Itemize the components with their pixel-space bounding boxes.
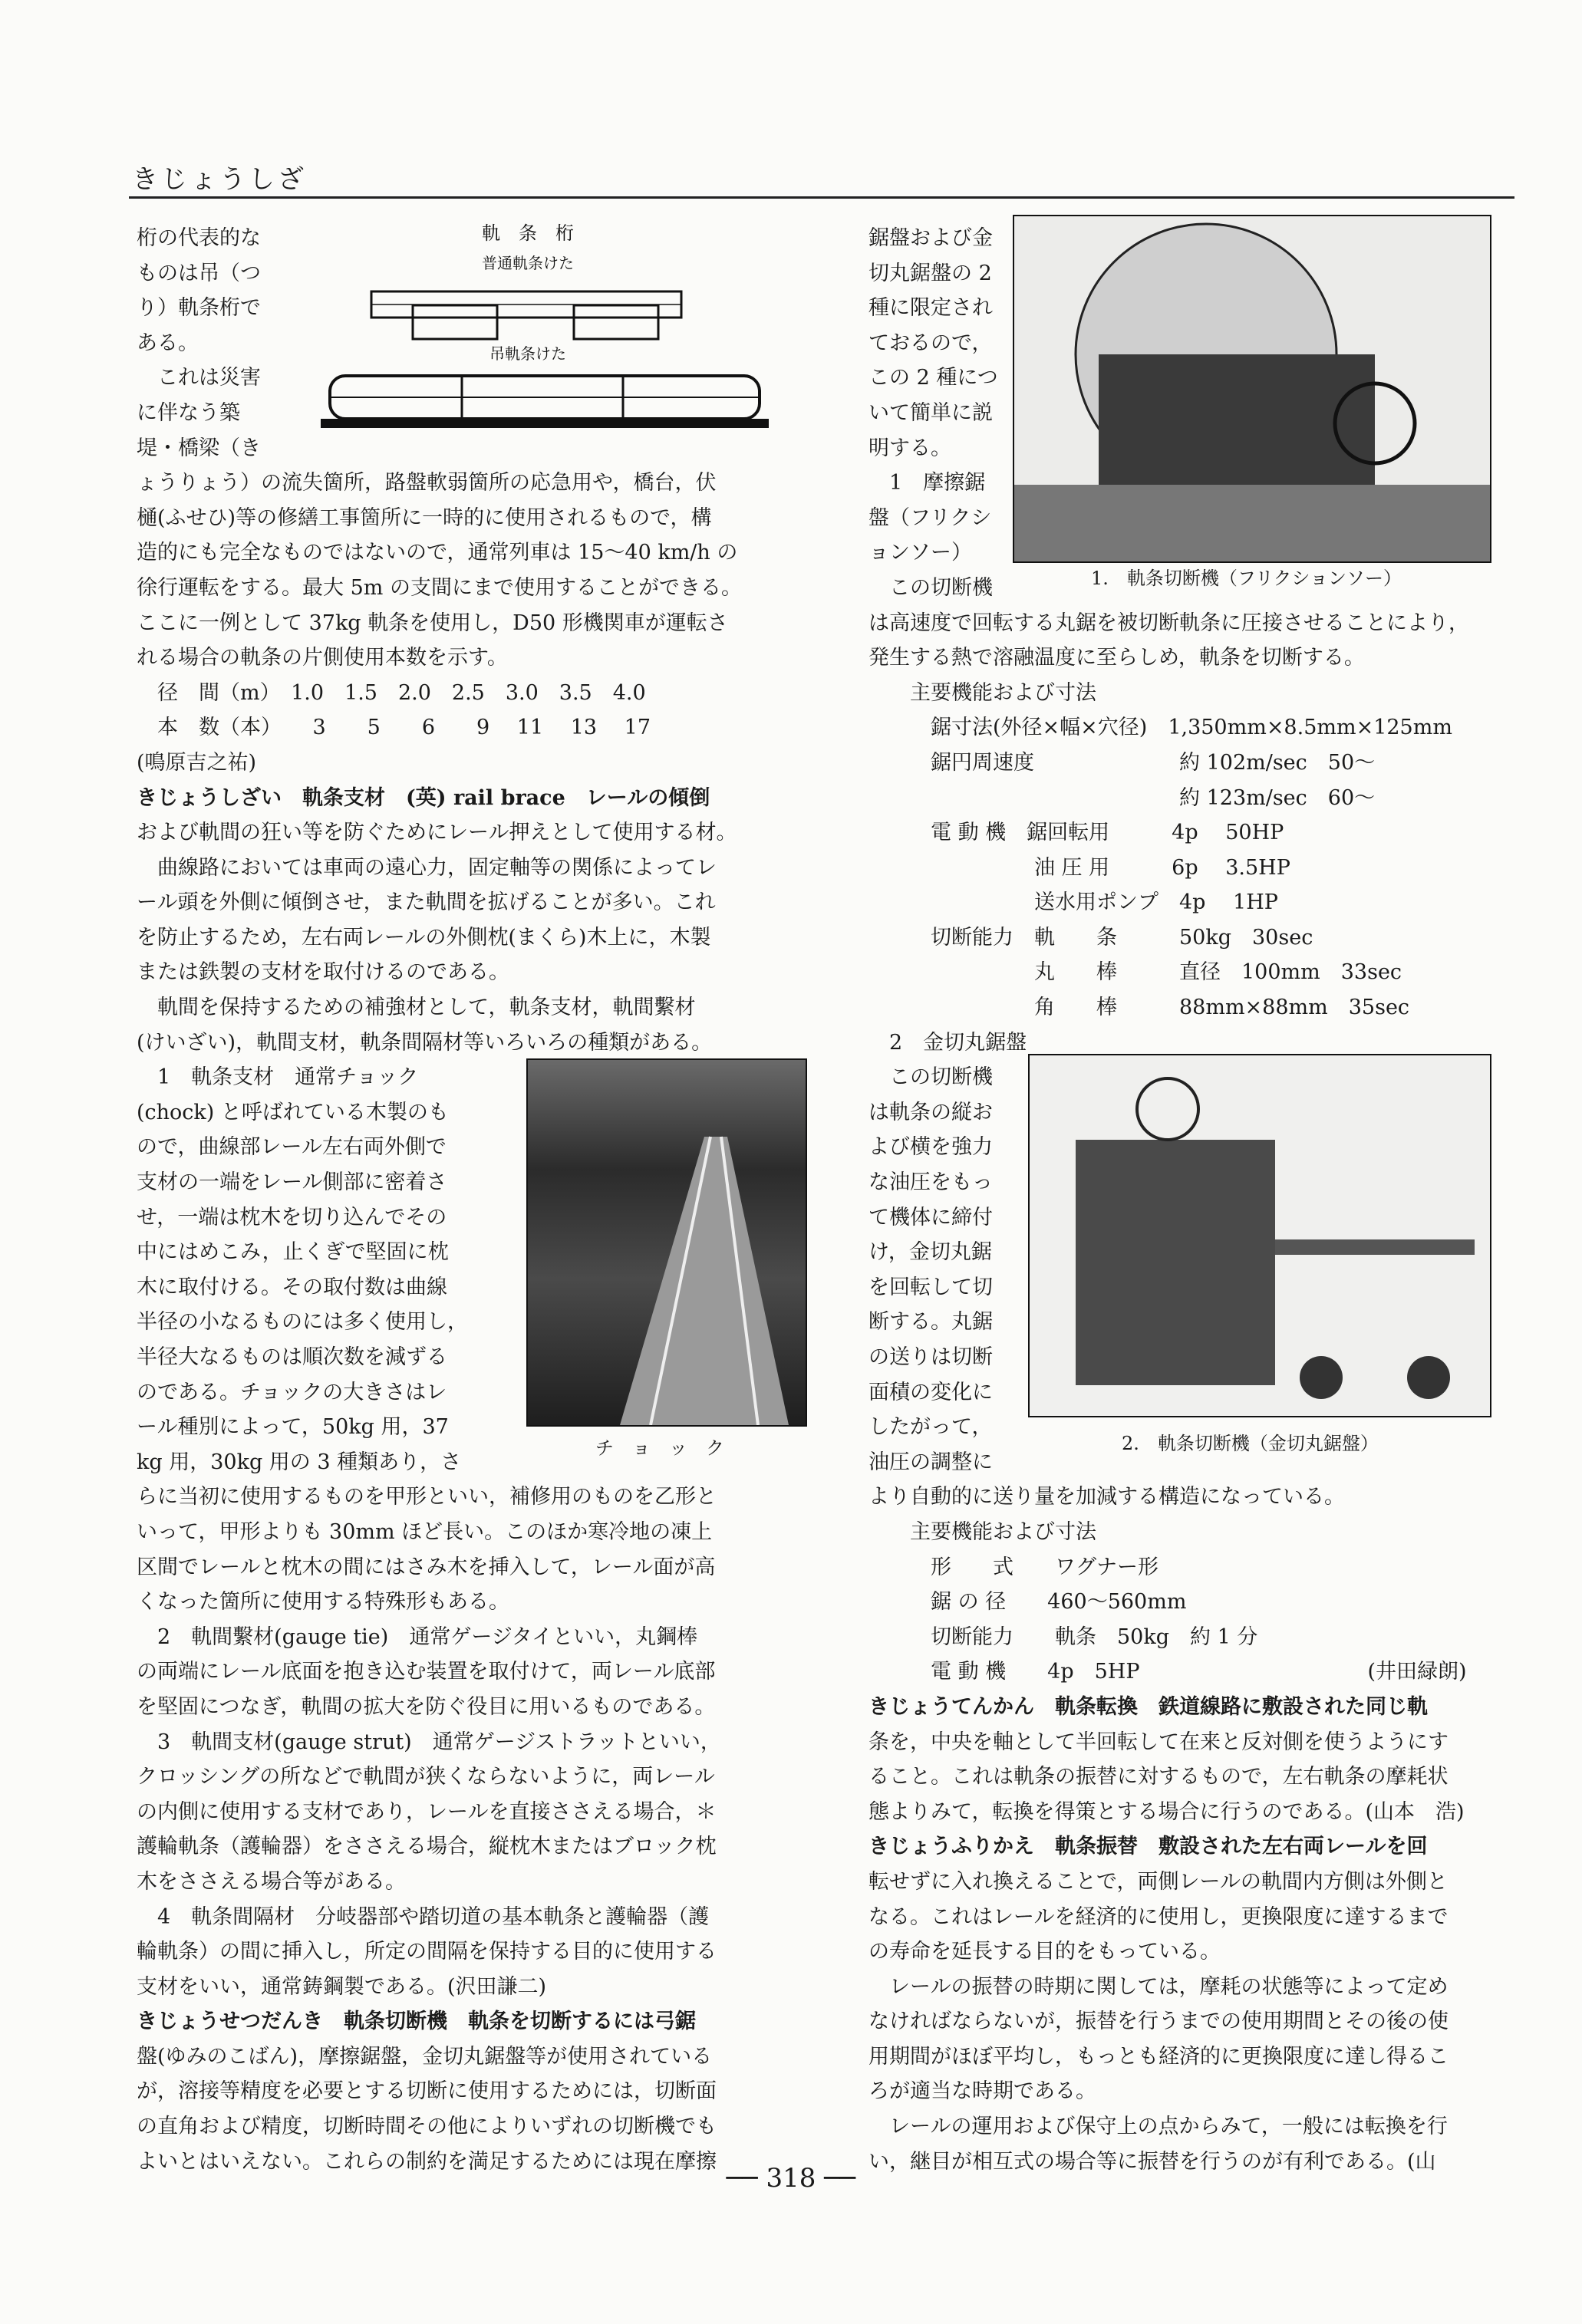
right-column-line: 鋸寸法(外径×幅×穴径) 1,350mm×8.5mm×125mm	[868, 716, 1452, 740]
right-column-line: な油圧をもっ	[868, 1170, 993, 1195]
right-column-line: いて簡単に説	[868, 400, 993, 425]
left-column-line: 半径大なるものは順次数を減ずる	[137, 1345, 447, 1369]
left-column-line: kg 用，30kg 用の 3 種類あり，さ	[137, 1450, 462, 1474]
right-column-line: を回転して切	[868, 1275, 993, 1299]
right-column-line: 主要機能および寸法	[868, 680, 1096, 705]
left-column-line: いって，甲形よりも 30mm ほど長い。このほか寒冷地の凍上	[137, 1519, 713, 1544]
right-column-line: なる。これはレールを経済的に使用し，更換限度に達するまで	[868, 1904, 1449, 1929]
left-column-line: ある。	[137, 331, 199, 355]
right-column-line: け，金切丸鋸	[868, 1240, 992, 1265]
right-column-line: 2 金切丸鋸盤	[868, 1030, 1027, 1055]
left-column-line: 堤・橋梁（き	[137, 436, 261, 460]
right-column-line: 鋸 の 径 460〜560mm	[868, 1590, 1187, 1615]
right-column-line: ておるので，	[868, 331, 993, 355]
left-column-line: (けいざい)，軌間支材，軌条間隔材等いろいろの種類がある。	[137, 1030, 713, 1055]
left-column-line: 半径の小なるものには多く使用し，	[137, 1310, 468, 1335]
left-column-line: ール種別によって，50kg 用，37	[137, 1415, 449, 1440]
right-column-line: きじょうてんかん 軌条転換 鉄道線路に敷設された同じ軌	[868, 1694, 1428, 1719]
left-column-line: を堅固につなぎ，軌間の拡大を防ぐ役目に用いるものである。	[137, 1694, 716, 1719]
left-column-line: きじょうせつだんき 軌条切断機 軌条を切断するには弓鋸	[137, 2010, 696, 2034]
left-column-line: これは災害	[137, 366, 261, 390]
right-column-line: 油圧の調整に	[868, 1450, 993, 1474]
left-column-line: 支材の一端をレール側部に密着さ	[137, 1170, 447, 1195]
right-column-line: 断する。丸鋸	[868, 1310, 993, 1335]
right-column-line: 1 摩擦鋸	[868, 471, 986, 495]
left-column-line: (鳴原吉之祐)	[137, 750, 257, 775]
left-column-line: の内側に使用する支材であり，レールを直接ささえる場合，＊	[137, 1799, 717, 1824]
right-column-line: の送りは切断	[868, 1345, 993, 1369]
right-column-line: 切丸鋸盤の 2	[868, 261, 992, 285]
left-column-line: 4 軌条間隔材 分岐器部や踏切道の基本軌条と護輪器（護	[137, 1904, 710, 1929]
right-column-line: 油 圧 用 6p 3.5HP	[868, 855, 1290, 880]
girder-title: 軌 条 桁	[482, 222, 574, 244]
right-column-line: 転せずに入れ換えることで，両側レールの軌間内方側は外側と	[868, 1869, 1448, 1894]
right-column-line: 形 式 ワグナー形	[868, 1555, 1158, 1579]
right-column-line: ョンソー）	[868, 541, 972, 565]
right-column-line: は高速度で回転する丸鋸を被切断軌条に圧接させることにより，	[868, 611, 1469, 635]
right-column-line: 電 動 機 4p 5HP (井田緑朗)	[868, 1660, 1467, 1684]
left-column-line: 護輪軌条（護輪器）をささえる場合，縦枕木またはブロック枕	[137, 1835, 717, 1859]
friction-saw-caption: 1. 軌条切断機（フリクションソー）	[1091, 568, 1402, 589]
right-column-line: 角 棒 88mm×88mm 35sec	[868, 996, 1410, 1020]
left-column-line: ここに一例として 37kg 軌条を使用し，D50 形機関車が運転さ	[137, 611, 728, 635]
left-column-line: 木に取付ける。その取付数は曲線	[137, 1275, 447, 1299]
page-number: ── 318 ──	[726, 2163, 856, 2194]
right-column-line: レールの運用および保守上の点からみて，一般には転換を行	[868, 2115, 1448, 2139]
left-column-line: り）軌条桁で	[137, 296, 261, 321]
right-column-line: の寿命を延長する目的をもっている。	[868, 1940, 1221, 1964]
right-column-line: より自動的に送り量を加減する構造になっている。	[868, 1485, 1345, 1509]
left-column-line: 3 軌間支材(gauge strut) 通常ゲージストラットといい，	[137, 1730, 721, 1754]
right-column-line: い，継目が相互式の場合等に振替を行うのが有利である。(山	[868, 2149, 1436, 2174]
right-column-line: 電 動 機 鋸回転用 4p 50HP	[868, 821, 1284, 845]
right-column-line: 丸 棒 直径 100mm 33sec	[868, 960, 1402, 985]
left-column-line: が，溶接等精度を必要とする切断に使用するためには，切断面	[137, 2079, 717, 2104]
left-column-line: ので，曲線部レール左右両外側で	[137, 1135, 447, 1160]
right-column-line: 明する。	[868, 436, 951, 460]
right-column-line: 鋸円周速度 約 102m/sec 50〜	[868, 750, 1376, 775]
right-column-line: 約 123m/sec 60〜	[868, 785, 1376, 810]
right-column-line: 発生する熱で溶融温度に至らしめ，軌条を切断する。	[868, 646, 1365, 670]
right-column-line: この切断機	[868, 575, 993, 600]
left-column-line: または鉄製の支材を取付けるのである。	[137, 960, 509, 985]
right-column-line: 送水用ポンプ 4p 1HP	[868, 890, 1278, 915]
right-column-line: 主要機能および寸法	[868, 1519, 1096, 1544]
chock-caption: チ ョ ッ ク	[595, 1437, 724, 1459]
left-column-line: 木をささえる場合等がある。	[137, 1869, 406, 1894]
right-column-line: て機体に締付	[868, 1205, 993, 1229]
left-column-line: 造的にも完全なものではないので，通常列車は 15〜40 km/h の	[137, 541, 738, 565]
right-column-line: ろが適当な時期である。	[868, 2079, 1096, 2104]
left-column-line: 盤(ゆみのこばん)，摩擦鋸盤，金切丸鋸盤等が使用されている	[137, 2044, 713, 2069]
left-column-line: れる場合の軌条の片側使用本数を示す。	[137, 646, 508, 670]
left-column-line: 区間でレールと枕木の間にはさみ木を挿入して，レール面が高	[137, 1555, 716, 1579]
left-column-line: 2 軌間繫材(gauge tie) 通常ゲージタイといい，丸鋼棒	[137, 1624, 698, 1649]
chock-photo	[526, 1058, 807, 1427]
right-column-line: 盤（フリクシ	[868, 505, 992, 530]
left-column-line: せ，一端は枕木を切り込んでその	[137, 1205, 447, 1229]
right-column-line: きじょうふりかえ 軌条振替 敷設された左右両レールを回	[868, 1835, 1428, 1859]
left-column-line: 桁の代表的な	[137, 226, 261, 250]
left-column-line: 本 数（本） 3 5 6 9 11 13 17	[137, 716, 651, 740]
left-column-line: 中にはめこみ，止くぎで堅固に枕	[137, 1240, 449, 1265]
metal-saw-photo	[1028, 1054, 1491, 1417]
girder-lower-label: 吊軌条けた	[489, 344, 566, 363]
left-column-line: 輪軌条）の間に挿入し，所定の間隔を保持する目的に使用する	[137, 1940, 717, 1964]
left-column-line: 曲線路においては車両の遠心力，固定軸等の関係によってレ	[137, 855, 717, 880]
right-column-line: この切断機	[868, 1065, 993, 1090]
left-column-line: 徐行運転をする。最大 5m の支間にまで使用することができる。	[137, 575, 742, 600]
right-column-line: 鋸盤および金	[868, 226, 993, 250]
right-column-line: 切断能力 軌 条 50kg 30sec	[868, 925, 1313, 950]
friction-saw-photo	[1013, 215, 1491, 563]
left-column-line: 軌間を保持するための補強材として，軌条支材，軌間繫材	[137, 996, 696, 1020]
right-column-line: 用期間がほぼ平均し，もっとも経済的に更換限度に達し得るこ	[868, 2044, 1449, 2069]
left-column-line: ール頭を外側に傾倒させ，また軌間を拡げることが多い。これ	[137, 890, 716, 915]
metal-saw-caption: 2. 軌条切断機（金切丸鋸盤）	[1122, 1433, 1379, 1454]
right-column-line: したがって，	[868, 1415, 993, 1440]
right-column-line: ること。これは軌条の振替に対するもので，左右軌条の摩耗状	[868, 1765, 1449, 1789]
right-column-line: なければならないが，振替を行うまでの使用期間とその後の使	[868, 2010, 1449, 2034]
left-column-line: くなった箇所に使用する特殊形もある。	[137, 1590, 509, 1615]
left-column-line: 樋(ふせひ)等の修繕工事箇所に一時的に使用されるもので，構	[137, 505, 712, 530]
left-column-line: のである。チョックの大きさはレ	[137, 1380, 447, 1404]
left-column-line: および軌間の狂い等を防ぐためにレール押えとして使用する材。	[137, 821, 737, 845]
girder-diagram	[321, 222, 796, 460]
right-column-line: よび横を強力	[868, 1135, 993, 1160]
left-column-line: 径 間（m） 1.0 1.5 2.0 2.5 3.0 3.5 4.0	[137, 680, 646, 705]
left-column-line: クロッシングの所などで軌間が狭くならないように，両レール	[137, 1765, 715, 1789]
right-column-line: 切断能力 軌条 50kg 約 1 分	[868, 1624, 1258, 1649]
left-column-line: きじょうしざい 軌条支材 (英) rail brace レールの傾倒	[137, 785, 710, 810]
left-column-line: よいとはいえない。これらの制約を満足するためには現在摩擦	[137, 2149, 717, 2174]
right-column-line: 態よりみて，転換を得策とする場合に行うのである。(山本 浩)	[868, 1799, 1465, 1824]
right-column-line: 条を，中央を軸として半回転して在来と反対側を使うようにす	[868, 1730, 1449, 1754]
left-column-line: (chock) と呼ばれている木製のも	[137, 1100, 449, 1124]
left-column-line: の直角および精度，切断時間その他によりいずれの切断機でも	[137, 2115, 717, 2139]
left-column-line: ものは吊（つ	[137, 261, 261, 285]
left-column-line: に伴なう築	[137, 400, 240, 425]
left-column-line: ょうりょう）の流失箇所，路盤軟弱箇所の応急用や，橋台，伏	[137, 471, 717, 495]
right-column-line: は軌条の縦お	[868, 1100, 993, 1124]
left-column-line: 1 軌条支材 通常チョック	[137, 1065, 419, 1090]
header-rule	[129, 196, 1514, 199]
left-column-line: 支材をいい，通常鋳鋼製である。(沢田謙二)	[137, 1974, 547, 1999]
right-column-line: 面積の変化に	[868, 1380, 993, 1404]
right-column-line: レールの振替の時期に関しては，摩耗の状態等によって定め	[868, 1974, 1449, 1999]
right-column-line: 種に限定され	[868, 296, 993, 321]
left-column-line: らに当初に使用するものを甲形といい，補修用のものを乙形と	[137, 1485, 717, 1509]
left-column-line: の両端にレール底面を抱き込む装置を取付けて，両レール底部	[137, 1660, 716, 1684]
left-column-line: を防止するため，左右両レールの外側枕(まくら)木上に，木製	[137, 925, 711, 950]
girder-upper-label: 普通軌条けた	[482, 254, 574, 272]
right-column-line: この 2 種につ	[868, 366, 998, 390]
running-title: きじょうしざ	[132, 164, 307, 195]
